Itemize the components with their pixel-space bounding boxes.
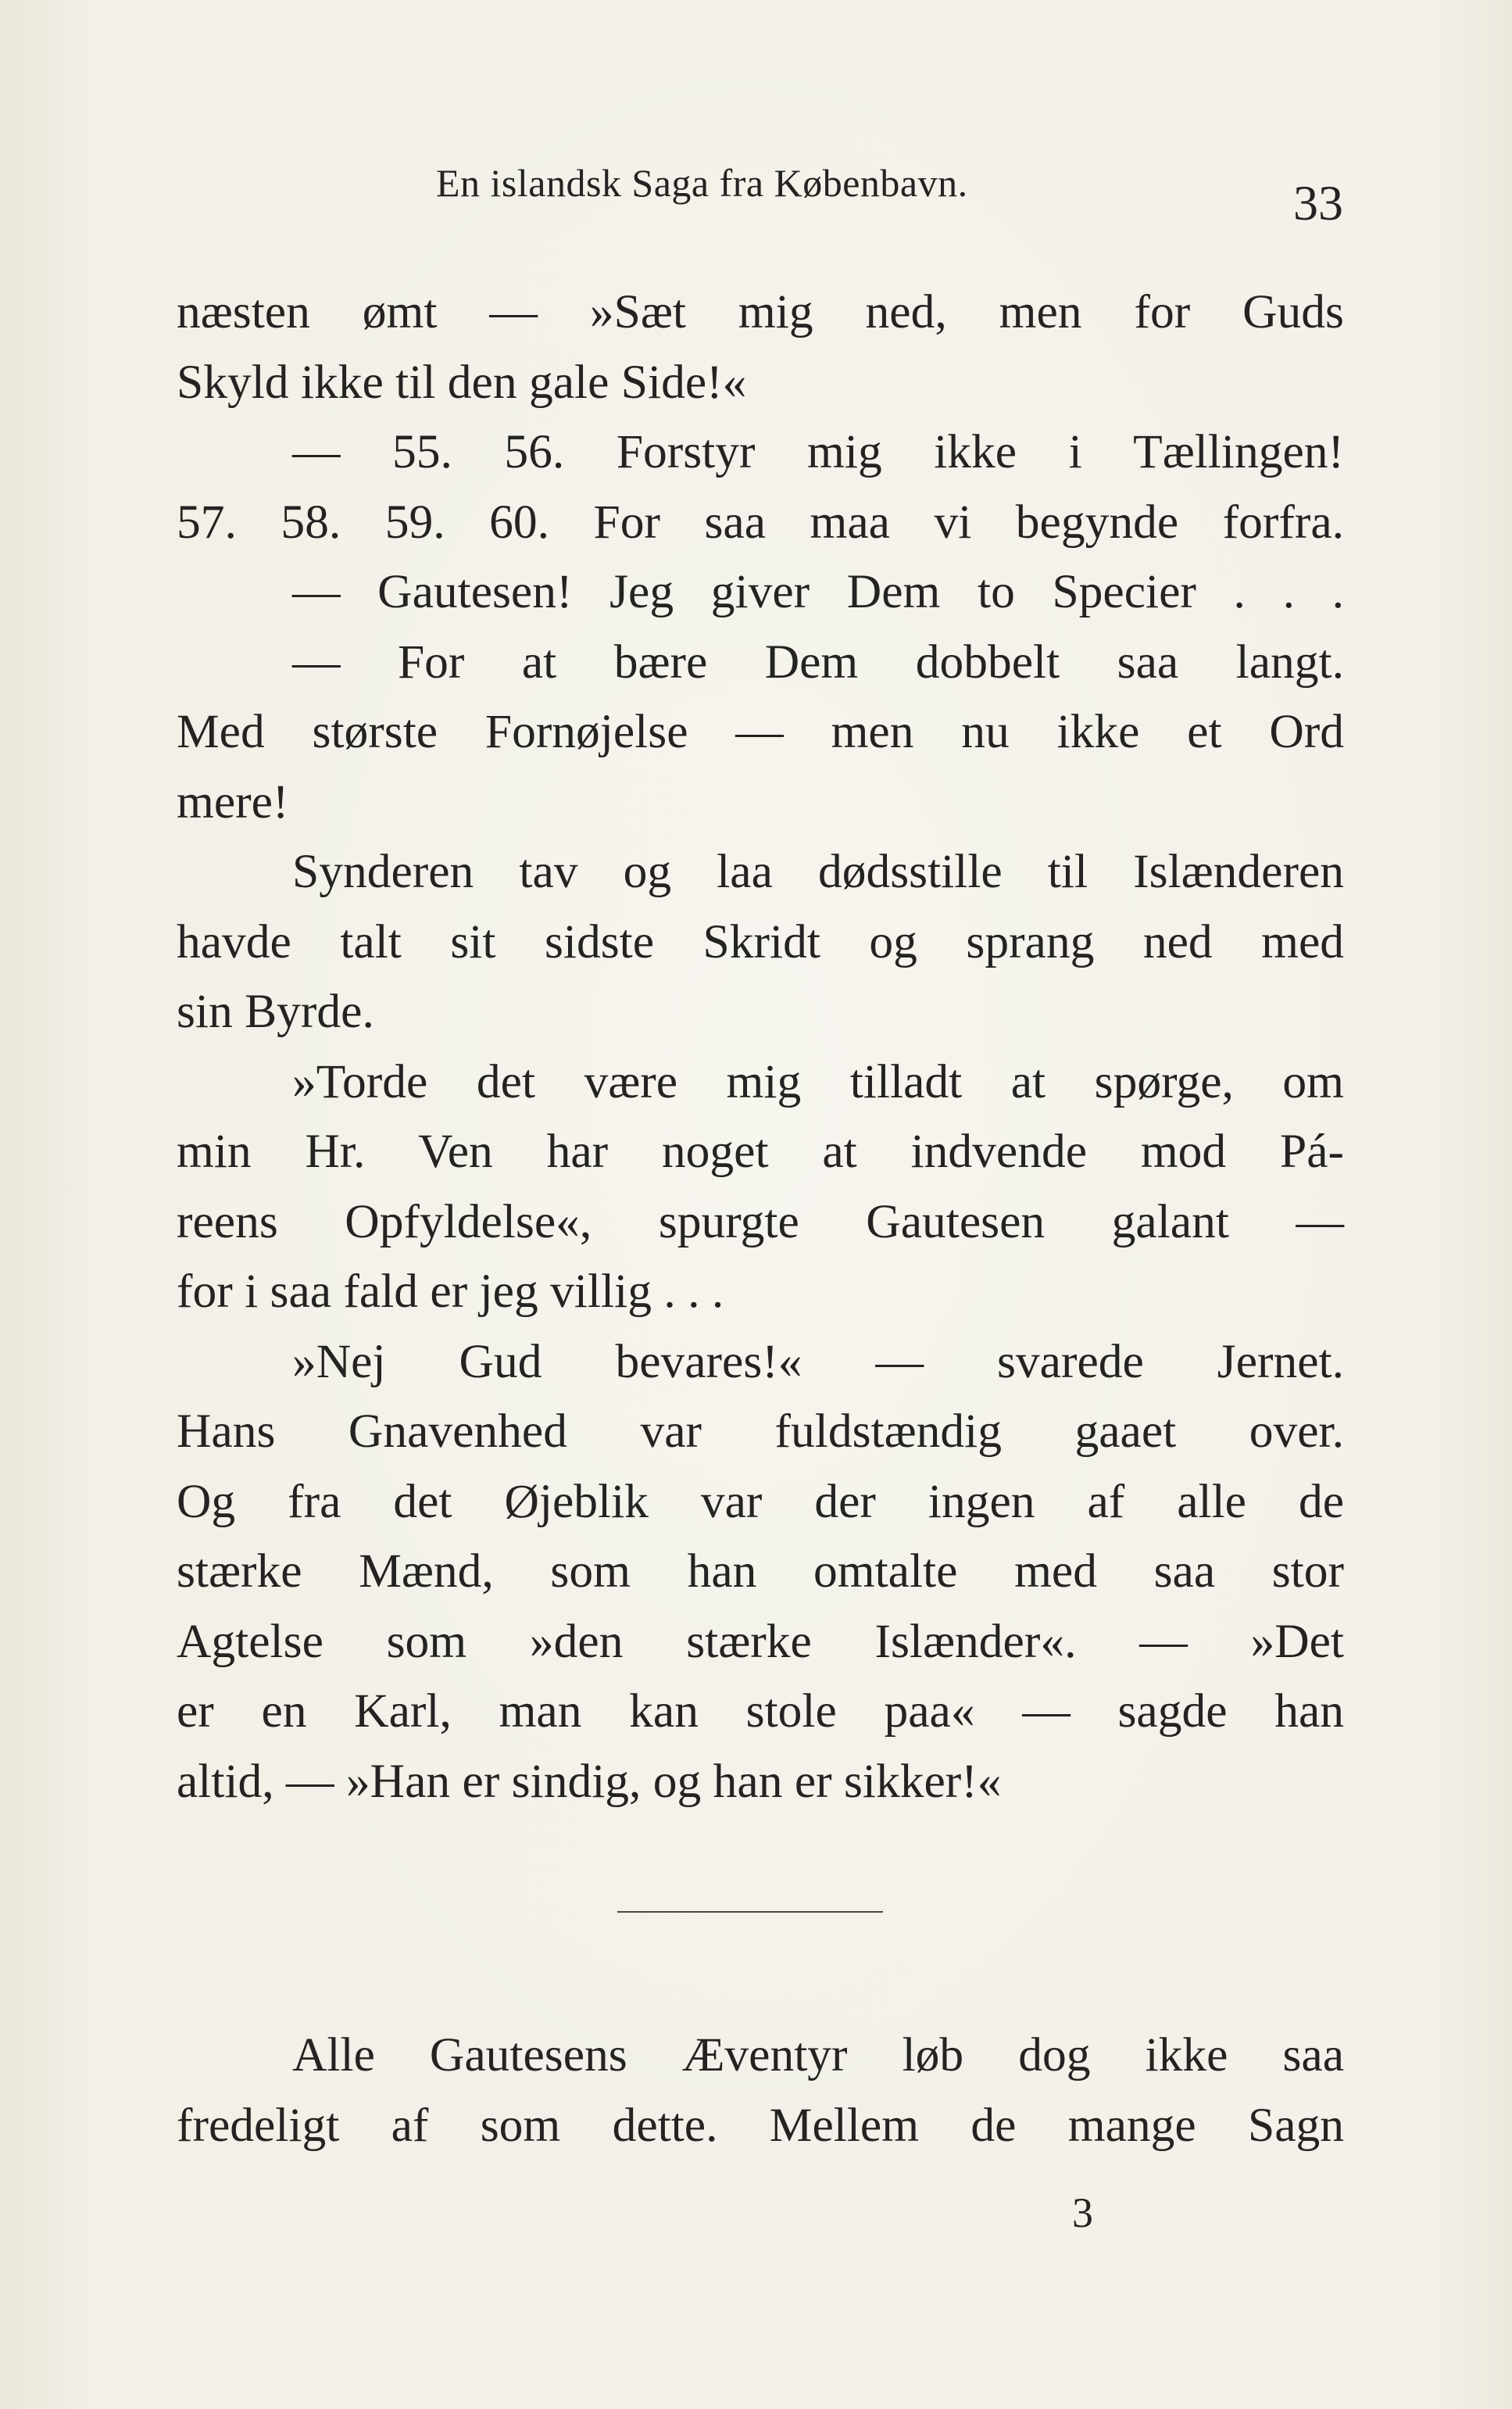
signature-mark: 3 <box>1072 2189 1093 2236</box>
text-line: havde talt sit sidste Skridt og sprang ned med <box>177 915 1344 968</box>
text-line: Skyld ikke til den gale Side!« <box>177 355 747 409</box>
text-line: min Hr. Ven har noget at indvende mod Pá- <box>177 1125 1344 1178</box>
text-line: for i saa fald er jeg villig . . . <box>177 1265 724 1318</box>
text-line: fredeligt af som dette. Mellem de mange Sagn <box>177 2098 1344 2152</box>
text-line: — Gautesen! Jeg giver Dem to Specier . . . <box>292 565 1344 618</box>
page-header <box>0 160 1512 231</box>
text-line: stærke Mænd, som han omtalte med saa stor <box>177 1545 1344 1598</box>
text-line: er en Karl, man kan stole paa« — sagde han <box>177 1684 1344 1738</box>
text-line: næsten ømt — »Sæt mig ned, men for Guds <box>177 285 1344 338</box>
text-line: »Nej Gud bevares!« — svarede Jernet. <box>292 1334 1344 1388</box>
continuation-text <box>177 2021 1344 2160</box>
text-line: Med største Fornøjelse — men nu ikke et Ord <box>177 705 1344 758</box>
page-number: 33 <box>1293 175 1343 231</box>
text-line: Agtelse som »den stærke Islænder«. — »Det <box>177 1614 1344 1668</box>
text-line: Og fra det Øjeblik var der ingen af alle de <box>177 1474 1344 1528</box>
text-line: altid, — »Han er sindig, og han er sikker!« <box>177 1754 1002 1808</box>
section-divider <box>617 1911 883 1913</box>
text-line: Synderen tav og laa dødsstille til Islænderen <box>292 845 1344 898</box>
text-line: mere! <box>177 775 289 829</box>
text-line: sin Byrde. <box>177 985 374 1038</box>
text-line: — 55. 56. Forstyr mig ikke i Tællingen! <box>292 425 1344 478</box>
text-line: — For at bære Dem dobbelt saa langt. <box>292 635 1344 689</box>
running-title: En islandsk Saga fra Købenbavn. <box>436 161 968 205</box>
text-line: reens Opfyldelse«, spurgte Gautesen galant — <box>177 1194 1344 1248</box>
text-line: Hans Gnavenhed var fuldstændig gaaet over. <box>177 1405 1344 1458</box>
text-line: »Torde det være mig tilladt at spørge, om <box>292 1054 1344 1108</box>
text-line: 57. 58. 59. 60. For saa maa vi begynde forfra. <box>177 495 1344 549</box>
text-line: Alle Gautesens Æventyr løb dog ikke saa <box>292 2028 1344 2081</box>
main-text <box>177 277 1344 1817</box>
